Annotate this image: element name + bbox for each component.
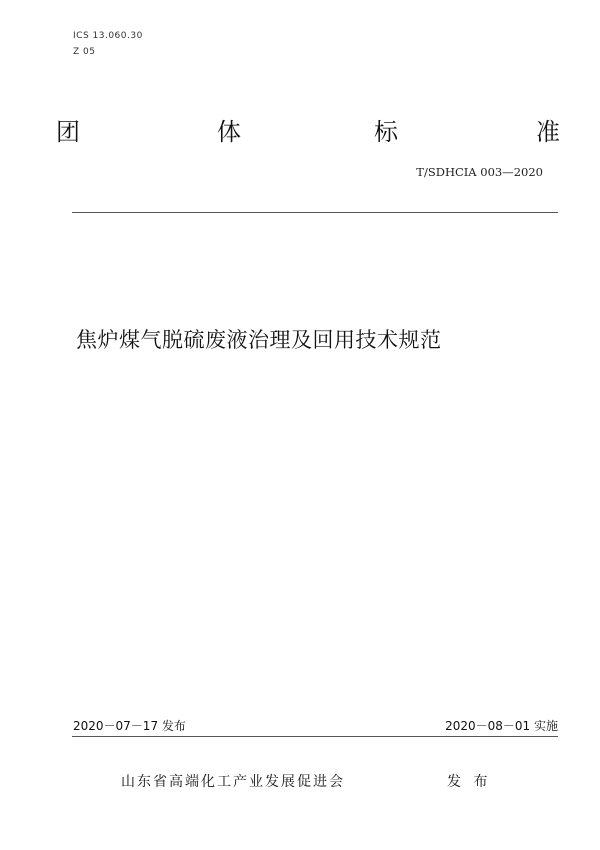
heading-char: 准: [536, 118, 560, 146]
category-code: Z 05: [73, 47, 96, 57]
publish-label: 发 布: [447, 774, 492, 790]
heading-char: 体: [217, 118, 241, 146]
document-title: 焦炉煤气脱硫废液治理及回用技术规范: [76, 328, 442, 352]
implement-date: 2020－08－01 实施: [445, 719, 558, 733]
ics-code: ICS 13.060.30: [73, 31, 143, 41]
publisher-name: 山东省高端化工产业发展促进会: [121, 774, 345, 790]
publish-date: 2020－07－17 发布: [73, 719, 186, 733]
standard-code: T/SDHCIA 003—2020: [416, 165, 543, 179]
standard-type-heading: [56, 118, 560, 148]
footer-divider: [72, 736, 558, 737]
header-divider: [72, 212, 558, 213]
heading-char: 标: [374, 118, 398, 146]
heading-char: 团: [56, 118, 80, 146]
